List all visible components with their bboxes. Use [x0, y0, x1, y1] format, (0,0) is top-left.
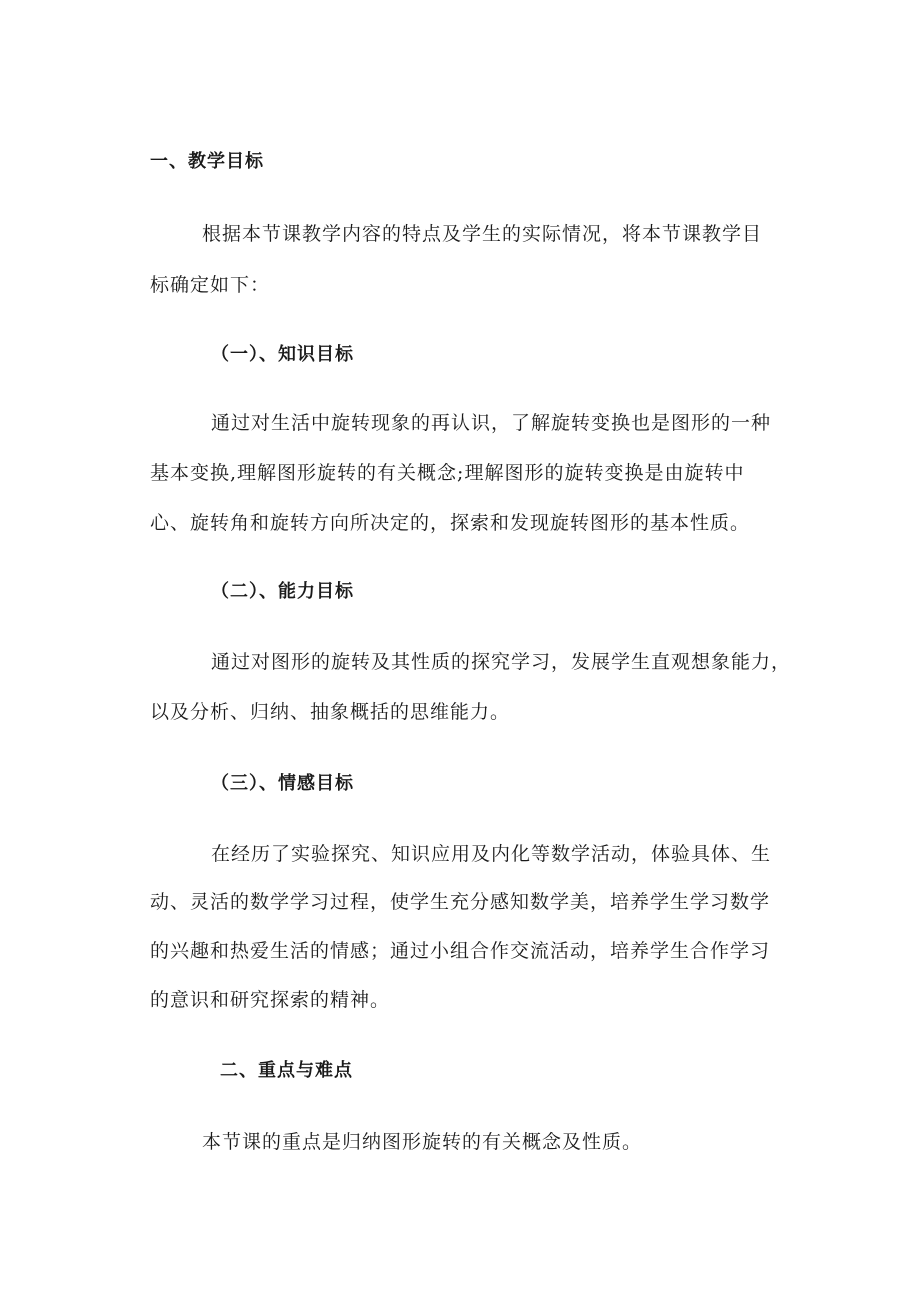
intro-paragraph-line-1: 根据本节课教学内容的特点及学生的实际情况，将本节课教学目	[202, 223, 763, 245]
section-heading-teaching-goals: 一、教学目标	[150, 151, 264, 172]
emotion-paragraph-line-2: 动、灵活的数学学习过程，使学生充分感知数学美，培养学生学习数学	[150, 891, 771, 913]
emotion-paragraph-line-4: 的意识和研究探索的精神。	[150, 989, 391, 1011]
subheading-ability-goals: （二）、能力目标	[211, 581, 354, 602]
emotion-paragraph-line-1: 在经历了实验探究、知识应用及内化等数学活动，体验具体、生	[211, 843, 772, 865]
knowledge-paragraph-line-2: 基本变换,理解图形旋转的有关概念;理解图形的旋转变换是由旋转中	[150, 462, 745, 484]
ability-paragraph-line-1: 通过对图形的旋转及其性质的探究学习，发展学生直观想象能力，	[211, 651, 792, 673]
key-points-paragraph-line-1: 本节课的重点是归纳图形旋转的有关概念及性质。	[202, 1131, 643, 1153]
knowledge-paragraph-line-3: 心、旋转角和旋转方向所决定的，探索和发现旋转图形的基本性质。	[150, 512, 751, 534]
subheading-knowledge-goals: （一）、知识目标	[211, 344, 354, 365]
subheading-emotion-goals: （三）、情感目标	[211, 773, 354, 794]
emotion-paragraph-line-3: 的兴趣和热爱生活的情感；通过小组合作交流活动，培养学生合作学习	[150, 940, 771, 962]
ability-paragraph-line-2: 以及分析、归纳、抽象概括的思维能力。	[150, 701, 511, 723]
intro-paragraph-line-2: 标确定如下：	[150, 274, 271, 296]
section-heading-key-points: 二、重点与难点	[220, 1060, 353, 1081]
knowledge-paragraph-line-1: 通过对生活中旋转现象的再认识，了解旋转变换也是图形的一种	[211, 412, 772, 434]
